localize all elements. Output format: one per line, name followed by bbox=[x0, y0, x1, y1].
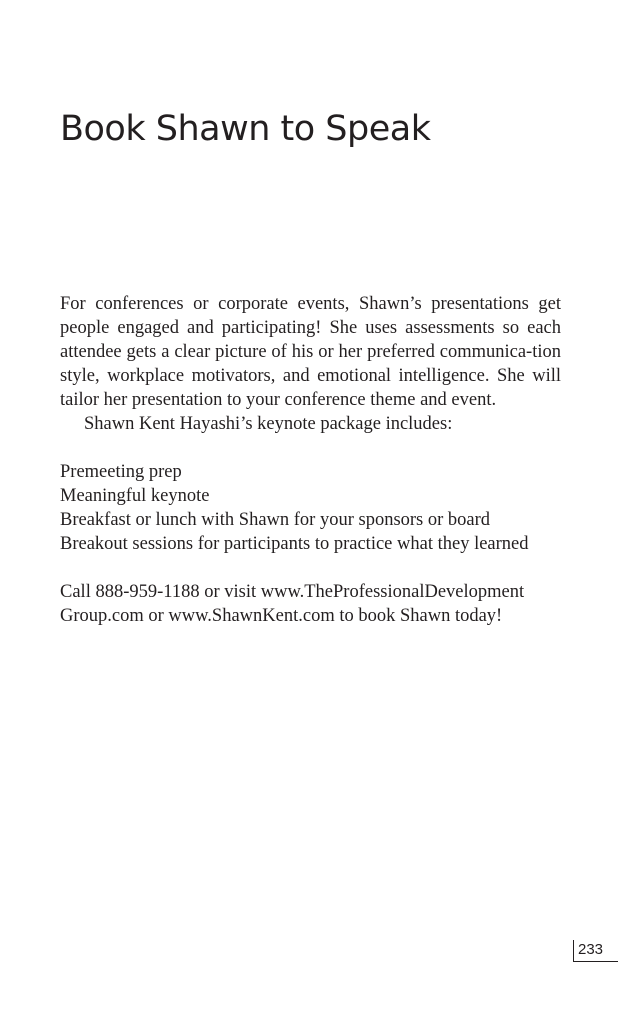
paragraph-gap bbox=[60, 436, 561, 460]
package-item-breakout: Breakout sessions for participants to practice what they learned bbox=[60, 534, 529, 554]
body-text bbox=[60, 292, 561, 628]
intro-remaining-text: people engaged and participating! She uses assessments so each attendee gets a clear picture of his or her preferred communica-tion style, workplace motivators, and emotional intelligence. She will tailor her presentation to your conference theme and event. bbox=[60, 318, 561, 410]
page-folio bbox=[573, 940, 618, 962]
package-item-prep: Premeeting prep bbox=[60, 462, 182, 482]
paragraph-gap bbox=[60, 556, 561, 580]
package-item-meal: Breakfast or lunch with Shawn for your sponsors or board bbox=[60, 510, 491, 530]
contact-line-1: Call 888-959-1188 or visit www.TheProfessionalDevelopment bbox=[60, 582, 525, 602]
package-item-keynote: Meaningful keynote bbox=[60, 486, 210, 506]
intro-first-line: For conferences or corporate events, Shawn’s presentations get bbox=[60, 294, 561, 314]
contact-line-2: Group.com or www.ShawnKent.com to book Shawn today! bbox=[60, 606, 503, 626]
intro-paragraph bbox=[60, 292, 561, 412]
page-number: 233 bbox=[578, 941, 604, 958]
package-list bbox=[60, 460, 561, 556]
page-title: Book Shawn to Speak bbox=[60, 109, 431, 149]
package-intro: Shawn Kent Hayashi’s keynote package includes: bbox=[84, 414, 453, 434]
contact-paragraph bbox=[60, 580, 561, 628]
